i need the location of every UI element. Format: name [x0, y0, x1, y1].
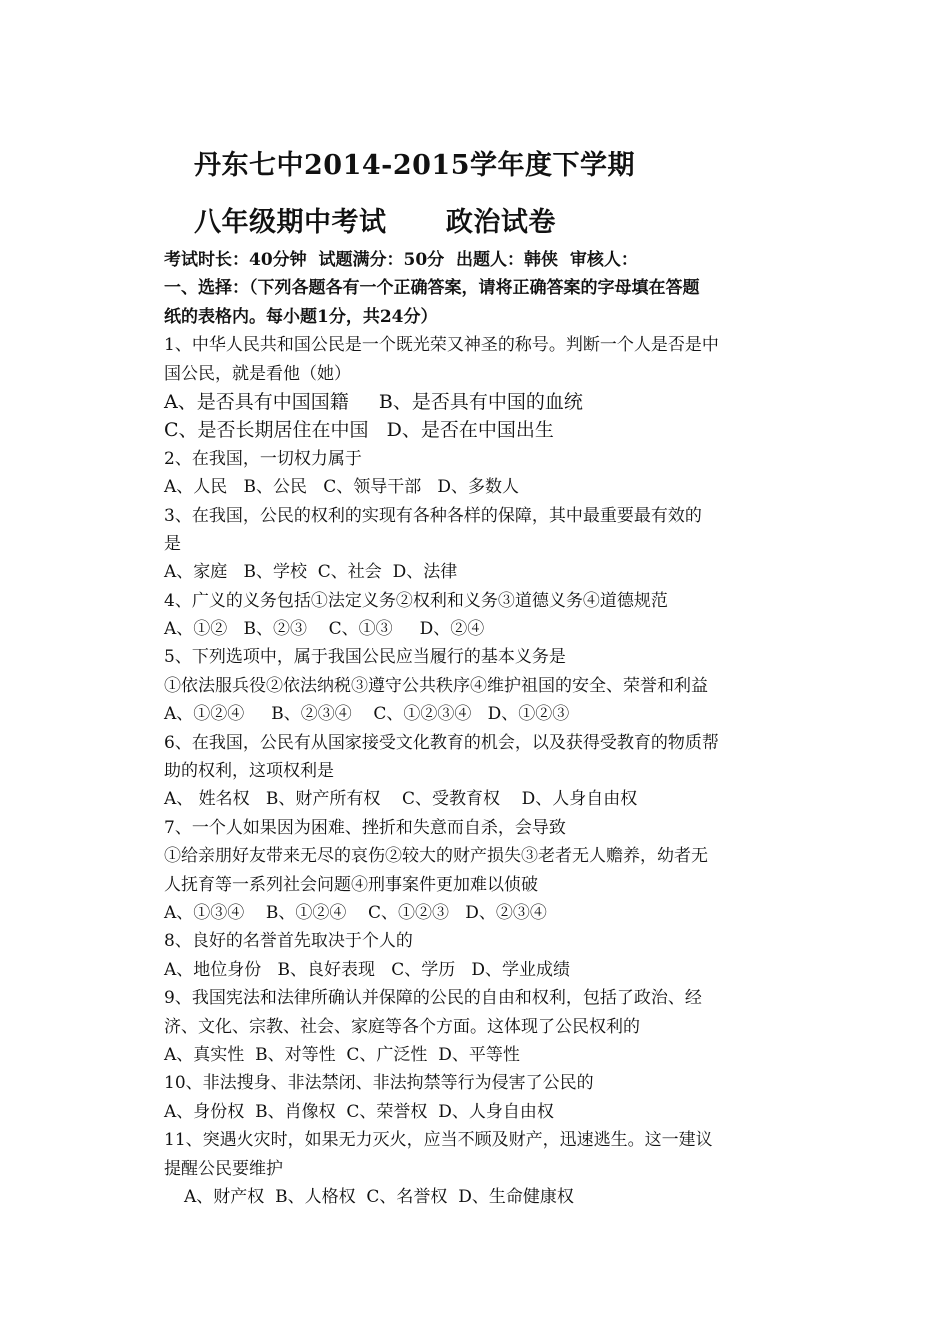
question-9-options: A、真实性 B、对等性 C、广泛性 D、平等性	[164, 1044, 520, 1065]
question-5-options: A、①②④ B、②③④ C、①②③④ D、①②③	[164, 704, 570, 725]
question-1-options-cd: C、是否长期居住在中国 D、是否在中国出生	[164, 419, 554, 442]
question-7-options: A、①③④ B、①②④ C、①②③ D、②③④	[164, 902, 547, 923]
question-9: 9、我国宪法和法律所确认并保障的公民的自由和权利，包括了政治、经	[164, 988, 702, 1009]
question-10-options: A、身份权 B、肖像权 C、荣誉权 D、人身自由权	[164, 1101, 554, 1122]
exam-title-line2: 八年级期中考试 政治试卷	[194, 207, 556, 238]
question-11-options: A、财产权 B、人格权 C、名誉权 D、生命健康权	[184, 1186, 574, 1207]
question-4-options: A、①② B、②③ C、①③ D、②④	[164, 619, 485, 640]
question-11: 11、突遇火灾时，如果无力灭火，应当不顾及财产，迅速逃生。这一建议	[164, 1130, 713, 1151]
question-6-options: A、 姓名权 B、财产所有权 C、受教育权 D、人身自由权	[164, 789, 638, 810]
question-2: 2、在我国，一切权力属于	[164, 448, 362, 469]
exam-body	[164, 246, 794, 1211]
question-6-cont: 助的权利，这项权利是	[164, 761, 334, 782]
question-6: 6、在我国，公民有从国家接受文化教育的机会，以及获得受教育的物质帮	[164, 732, 719, 753]
exam-info: 考试时长：40分钟 试题满分：50分 出题人：韩侠 审核人：	[164, 250, 638, 270]
question-4: 4、广义的义务包括①法定义务②权利和义务③道德义务④道德规范	[164, 590, 668, 611]
question-5: 5、下列选项中，属于我国公民应当履行的基本义务是	[164, 647, 566, 668]
question-7: 7、一个人如果因为困难、挫折和失意而自杀，会导致	[164, 817, 566, 838]
exam-title-line1: 丹东七中2014-2015学年度下学期	[194, 150, 635, 181]
section-heading-cont: 纸的表格内。每小题1分，共24分）	[164, 306, 438, 327]
question-7-items-cont: 人抚育等一系列社会问题④刑事案件更加难以侦破	[164, 874, 538, 895]
question-10: 10、非法搜身、非法禁闭、非法拘禁等行为侵害了公民的	[164, 1073, 594, 1094]
question-3-options: A、家庭 B、学校 C、社会 D、法律	[164, 562, 458, 583]
question-1-cont: 国公民，就是看他（她）	[164, 363, 351, 384]
question-9-cont: 济、文化、宗教、社会、家庭等各个方面。这体现了公民权利的	[164, 1016, 640, 1037]
question-3: 3、在我国，公民的权利的实现有各种各样的保障，其中最重要最有效的	[164, 505, 702, 526]
question-2-options: A、人民 B、公民 C、领导干部 D、多数人	[164, 477, 520, 498]
question-7-items: ①给亲朋好友带来无尽的哀伤②较大的财产损失③老者无人赡养，幼者无	[164, 846, 708, 867]
question-3-cont: 是	[164, 533, 181, 554]
question-11-cont: 提醒公民要维护	[164, 1158, 283, 1179]
question-8-options: A、地位身份 B、良好表现 C、学历 D、学业成绩	[164, 959, 571, 980]
question-5-items: ①依法服兵役②依法纳税③遵守公共秩序④维护祖国的安全、荣誉和利益	[164, 675, 708, 696]
question-1: 1、中华人民共和国公民是一个既光荣又神圣的称号。判断一个人是否是中	[164, 335, 719, 356]
section-heading: 一、选择：（下列各题各有一个正确答案，请将正确答案的字母填在答题	[164, 278, 700, 299]
question-1-options-ab: A、是否具有中国国籍 B、是否具有中国的血统	[164, 390, 583, 413]
question-8: 8、良好的名誉首先取决于个人的	[164, 931, 413, 952]
